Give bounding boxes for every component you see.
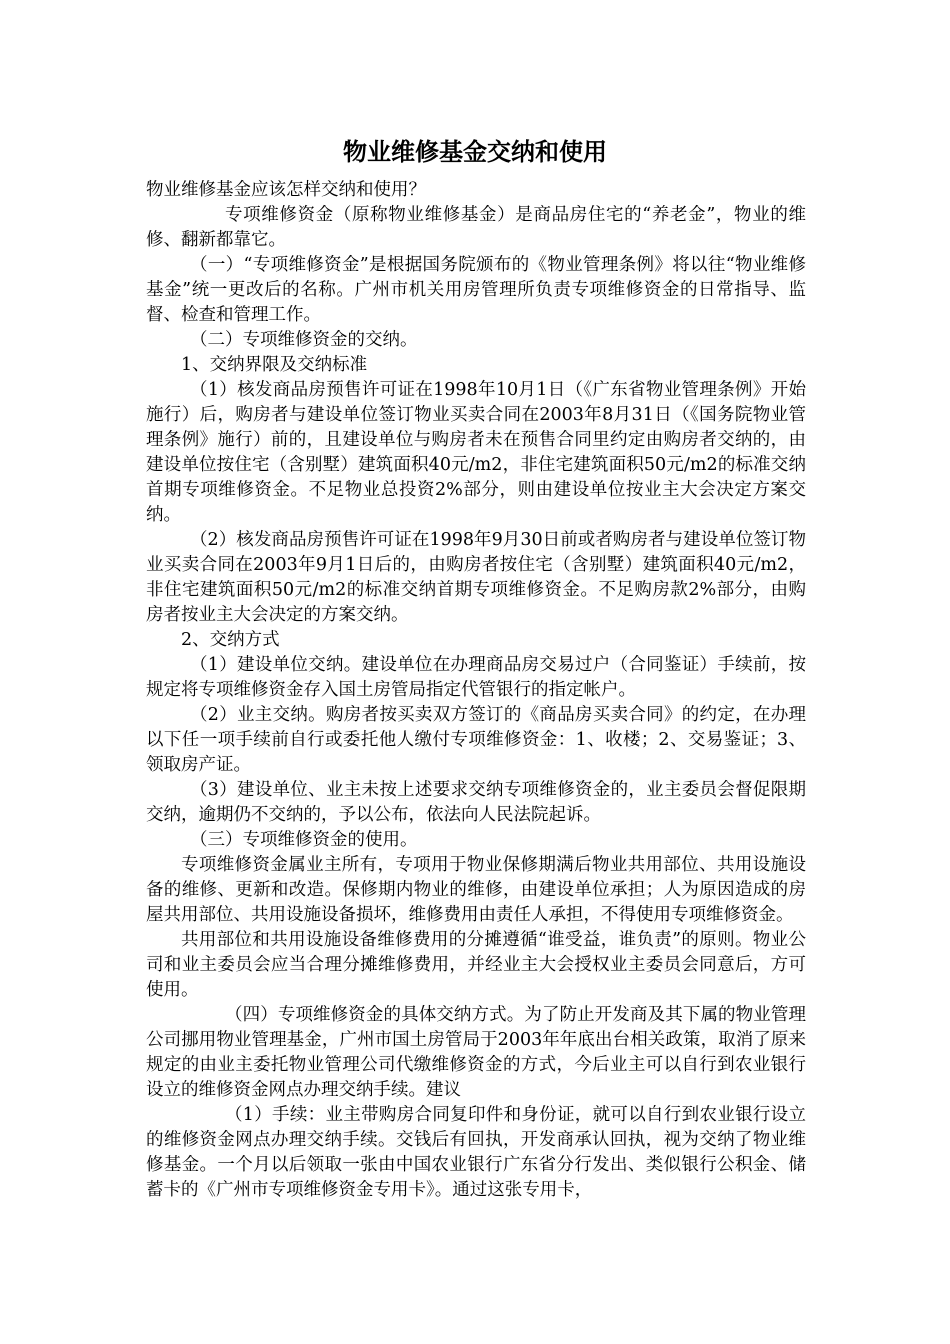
- paragraph-method-3: （3）建设单位、业主未按上述要求交纳专项维修资金的，业主委员会督促限期交纳，逾期仍不交纳的，予以公布，依法向人民法院起诉。: [146, 780, 806, 825]
- paragraph-item-1: （1）核发商品房预售许可证在1998年10月1日（《广东省物业管理条例》开始施行）后，购房者与建设单位签订物业买卖合同在2003年8月31日（《国务院物业管理条例》施行）前的，且建设单位与购房者未在预售合同里约定由购房者交纳的，由建设单位按住宅（含别墅）建筑面积40元/m2，非住宅建筑面积50元/m2的标准交纳首期专项维修资金。不足物业总投资2%部分，则由建设单位按业主大会决定方案交纳。: [146, 380, 806, 525]
- paragraph-procedure: （1）手续：业主带购房合同复印件和身份证，就可以自行到农业银行设立的维修资金网点办理交纳手续。交钱后有回执，开发商承认回执，视为交纳了物业维修基金。一个月以后领取一张由中国农业银行广东省分行发出、类似银行公积金、储蓄卡的《广州市专项维修资金专用卡》。通过这张专用卡，: [146, 1105, 806, 1200]
- paragraph-subheading-1: 1、交纳界限及交纳标准: [181, 355, 368, 375]
- paragraph-method-2: （2）业主交纳。购房者按买卖双方签订的《商品房买卖合同》的约定，在办理以下任一项手续前自行或委托他人缴付专项维修资金：1、收楼；2、交易鉴证；3、领取房产证。: [146, 705, 806, 775]
- document-body: [146, 178, 806, 1203]
- paragraph-section-3-heading: （三）专项维修资金的使用。: [190, 830, 418, 850]
- paragraph-intro: 专项维修资金（原称物业维修基金）是商品房住宅的“养老金”，物业的维修、翻新都靠它。: [146, 205, 806, 250]
- paragraph-section-1: （一）“专项维修资金”是根据国务院颁布的《物业管理条例》将以往“物业维修基金”统一更改后的名称。广州市机关用房管理所负责专项维修资金的日常指导、监督、检查和管理工作。: [146, 255, 806, 325]
- paragraph-section-2-heading: （二）专项维修资金的交纳。: [190, 330, 418, 350]
- paragraph-usage-2: 共用部位和共用设施设备维修费用的分摊遵循“谁受益，谁负责”的原则。物业公司和业主委员会应当合理分摊维修费用，并经业主大会授权业主委员会同意后，方可使用。: [146, 930, 806, 1000]
- document-title: 物业维修基金交纳和使用: [343, 138, 607, 166]
- paragraph-usage-1: 专项维修资金属业主所有，专项用于物业保修期满后物业共用部位、共用设施设备的维修、更新和改造。保修期内物业的维修，由建设单位承担；人为原因造成的房屋共用部位、共用设施设备损坏，维修费用由责任人承担，不得使用专项维修资金。: [146, 855, 806, 925]
- paragraph-section-4: （四）专项维修资金的具体交纳方式。为了防止开发商及其下属的物业管理公司挪用物业管理基金，广州市国土房管局于2003年年底出台相关政策，取消了原来规定的由业主委托物业管理公司代缴维修资金的方式，今后业主可以自行到农业银行设立的维修资金网点办理交纳手续。建议: [146, 1005, 806, 1100]
- paragraph-item-2: （2）核发商品房预售许可证在1998年9月30日前或者购房者与建设单位签订物业买卖合同在2003年9月1日后的，由购房者按住宅（含别墅）建筑面积40元/m2，非住宅建筑面积50元/m2的标准交纳首期专项维修资金。不足购房款2%部分，由购房者按业主大会决定的方案交纳。: [146, 530, 806, 625]
- paragraph-question: 物业维修基金应该怎样交纳和使用？: [146, 180, 426, 200]
- paragraph-subheading-2: 2、交纳方式: [181, 630, 280, 650]
- paragraph-method-1: （1）建设单位交纳。建设单位在办理商品房交易过户（合同鉴证）手续前，按规定将专项维修资金存入国土房管局指定代管银行的指定帐户。: [146, 655, 806, 700]
